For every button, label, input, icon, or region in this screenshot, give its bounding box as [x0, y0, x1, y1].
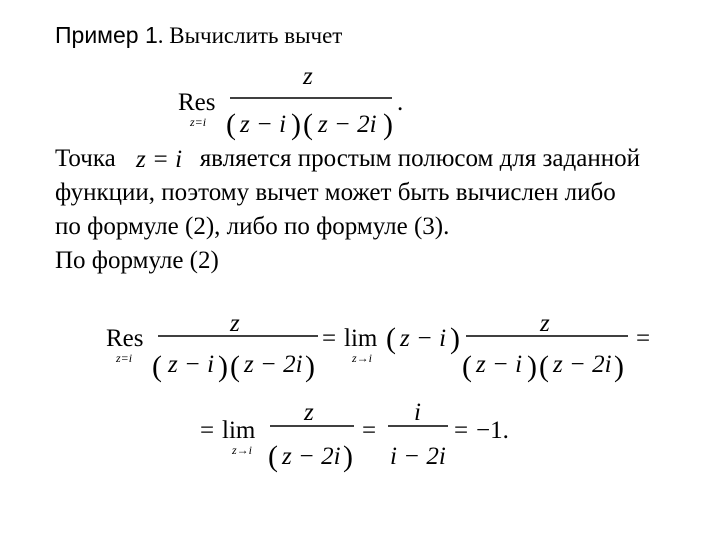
example-task: . Вычислить вычет — [157, 23, 343, 48]
paren-open: ( — [462, 350, 472, 383]
formula-step-1 — [106, 310, 650, 383]
formula-step-2 — [200, 399, 509, 473]
paren-open: ( — [268, 440, 278, 473]
paren-open: ( — [230, 350, 240, 383]
equals-sign: = — [362, 417, 377, 444]
paren-open: ( — [226, 108, 236, 141]
fraction-numerator: z — [230, 310, 240, 337]
paren-open: ( — [539, 350, 549, 383]
lim-operator: lim — [344, 325, 378, 352]
equals-sign: = — [636, 325, 651, 352]
equals-sign: = — [454, 417, 469, 444]
res-subscript: z=i — [116, 351, 133, 365]
subheading: По формуле (2) — [55, 247, 219, 274]
result-value: −1. — [476, 417, 509, 444]
paren-close: ) — [291, 108, 301, 141]
denominator-factor-1: z − i — [240, 111, 287, 138]
paren-close: ) — [343, 440, 353, 473]
point-word: Точка — [55, 145, 116, 172]
point-equation: z = i — [136, 146, 183, 173]
denominator-factor-2: z − 2i — [553, 351, 612, 378]
paren-close: ) — [450, 322, 460, 355]
res-operator: Res — [106, 325, 144, 352]
paren-close: ) — [614, 350, 624, 383]
res-operator: Res — [178, 89, 216, 116]
paragraph-line-3: по формуле (2), либо по формуле (3). — [55, 213, 450, 240]
fraction-numerator: z — [304, 399, 314, 426]
lim-operator: lim — [222, 417, 256, 444]
fraction-denominator: i − 2i — [390, 443, 446, 470]
lim-subscript: z→i — [232, 443, 253, 457]
fraction-numerator: z — [303, 63, 313, 90]
fraction-numerator: z — [540, 310, 550, 337]
res-subscript: z=i — [190, 115, 207, 129]
denominator-factor-2: z − 2i — [318, 111, 377, 138]
fraction-denominator: z − 2i — [282, 443, 341, 470]
denominator-factor-1: z − i — [168, 351, 215, 378]
denominator-factor-2: z − 2i — [244, 351, 303, 378]
paren-close: ) — [305, 350, 315, 383]
fraction-numerator: i — [414, 399, 421, 426]
paren-open: ( — [152, 350, 162, 383]
formula-residue — [178, 63, 403, 141]
equals-sign: = — [322, 325, 337, 352]
equals-sign: = — [200, 417, 215, 444]
lim-subscript: z→i — [352, 351, 373, 365]
explanation-paragraph — [55, 142, 705, 244]
example-label: Пример 1 — [55, 22, 158, 48]
paragraph-line-1-rest: является простым полюсом для заданной — [199, 145, 640, 172]
paren-open: ( — [386, 322, 396, 355]
period: . — [397, 89, 404, 116]
limit-factor: z − i — [400, 325, 447, 352]
paren-close: ) — [383, 108, 393, 141]
paragraph-line-1 — [55, 142, 705, 176]
denominator-factor-1: z − i — [476, 351, 523, 378]
paren-open: ( — [303, 108, 313, 141]
paren-close: ) — [218, 350, 228, 383]
paragraph-line-2: функции, поэтому вычет может быть вычислен либо — [55, 179, 616, 206]
paren-close: ) — [527, 350, 537, 383]
